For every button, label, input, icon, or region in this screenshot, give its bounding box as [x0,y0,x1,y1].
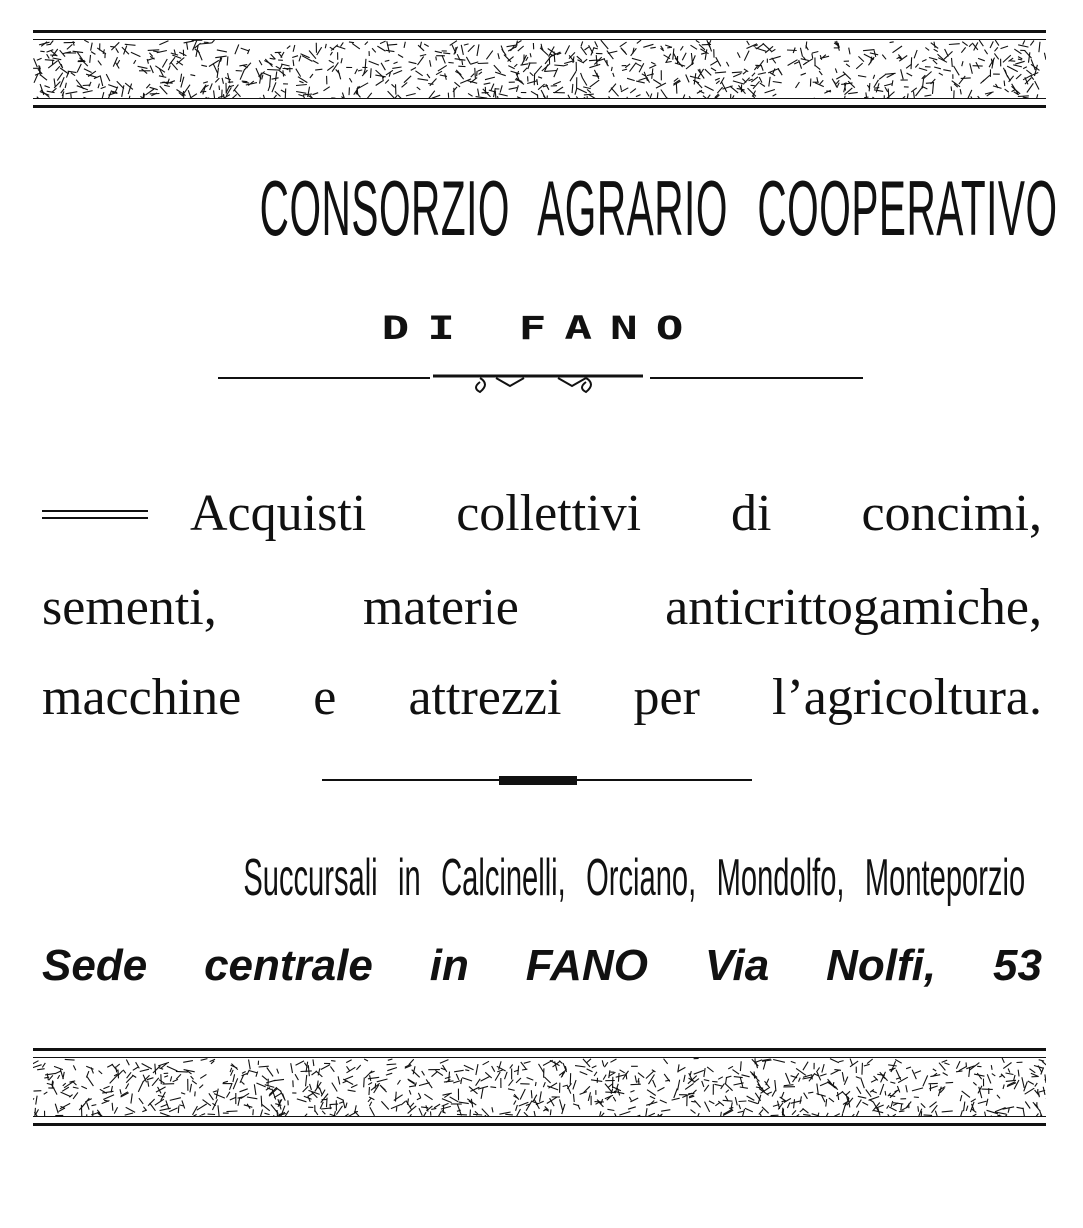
section-divider [322,768,752,792]
body-word: materie [362,579,519,636]
top-decorative-border [33,30,1046,108]
address-word: Via [704,941,770,990]
address-word: Nolfi, [826,941,937,990]
body-word: attrezzi [408,669,562,726]
body-word: per [633,669,700,726]
headquarters-address [42,938,1042,994]
body-word: macchine [42,669,242,726]
page-title: CONSORZIO AGRARIO COOPERATIVO [259,164,1058,252]
address-word: Sede [42,941,148,990]
body-word: Acquisti [190,485,367,542]
page-subtitle: DI FANO [381,309,702,347]
hatch-pattern [33,40,1046,98]
body-line-1 [190,485,1042,542]
body-word: concimi, [861,485,1042,542]
address-word: FANO [525,941,648,990]
body-word: e [313,669,337,726]
body-line-2 [42,579,1042,636]
flourish-ornament [218,370,863,398]
hatch-pattern [33,1058,1046,1116]
paragraph-lead-rule [42,510,148,519]
body-word: anticrittogamiche, [665,579,1042,636]
body-word: sementi, [42,579,217,636]
bottom-decorative-border [33,1048,1046,1126]
address-word: centrale [204,941,373,990]
branches-line: Succursali in Calcinelli, Orciano, Mondolfo, Monteporzio [243,849,1026,907]
body-word: collettivi [456,485,642,542]
address-word: 53 [993,941,1042,990]
address-word: in [429,941,469,990]
body-line-3 [42,669,1042,726]
body-word: di [731,485,772,542]
body-word: l’agricoltura. [772,669,1042,726]
